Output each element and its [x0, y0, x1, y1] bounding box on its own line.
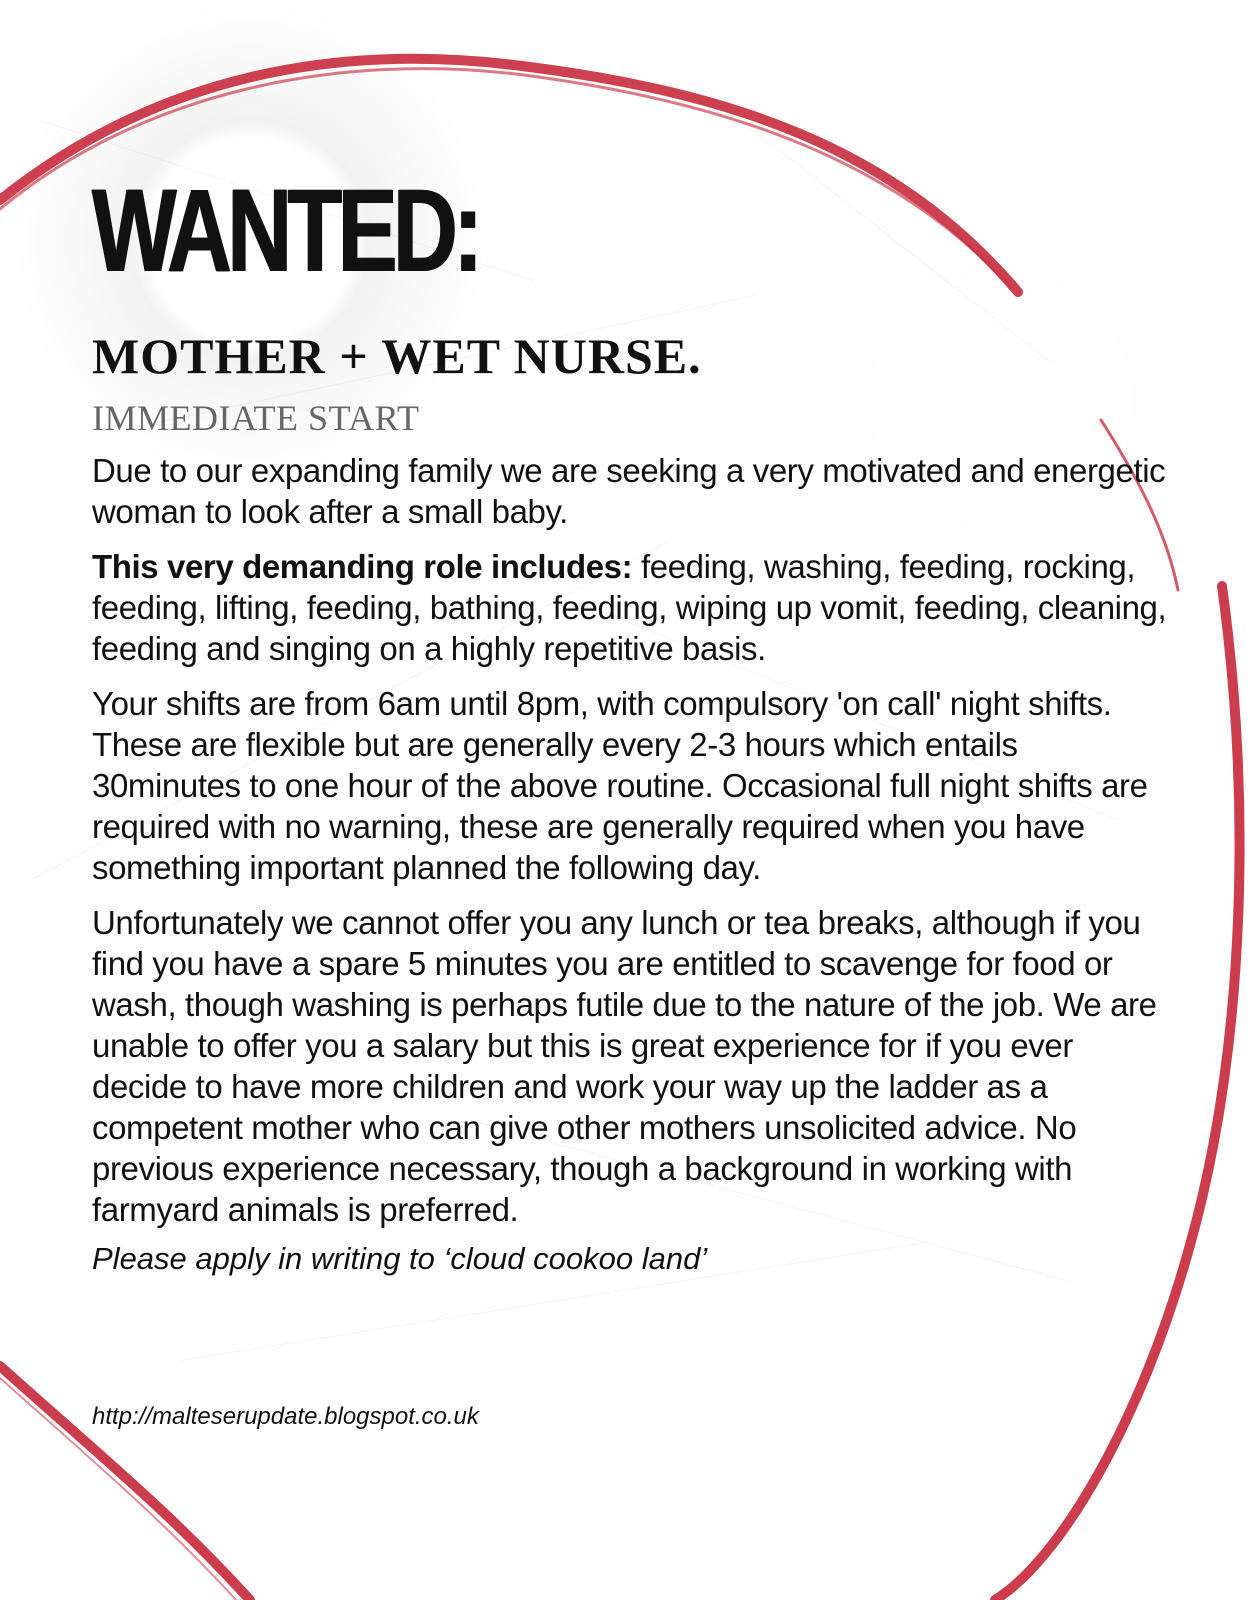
role-label: This very demanding role includes: [92, 548, 633, 585]
job-advertisement [92, 165, 1172, 1278]
wanted-title: WANTED: [92, 165, 479, 297]
application-instruction: Please apply in writing to ‘cloud cookoo land’ [92, 1241, 708, 1276]
shifts-paragraph: Your shifts are from 6am until 8pm, with compulsory 'on call' night shifts. These are flexible but are generally every 2-3 hours which entails 30minutes to one hour of the above routine. Occasional full night shifts are required with no warning, these are generally required when you have something important planned the following day. [92, 685, 1148, 886]
intro-paragraph: Due to our expanding family we are seeking a very motivated and energetic woman to look after a small baby. [92, 452, 1166, 530]
job-subtitle: MOTHER + WET NURSE. [92, 328, 702, 384]
immediate-start-label: IMMEDIATE START [92, 398, 420, 438]
role-duties-text: feeding, washing, feeding, rocking, feeding, lifting, feeding, bathing, feeding, wiping up vomit, feeding, cleaning, feeding and singing on a highly repetitive basis. [92, 548, 1167, 667]
role-paragraph [92, 546, 1172, 669]
blog-url: http://malteserupdate.blogspot.co.uk [92, 1403, 479, 1430]
breaks-paragraph: Unfortunately we cannot offer you any lunch or tea breaks, although if you find you have a spare 5 minutes you are entitled to scavenge for food or wash, though washing is perhaps futile due to the nature of the job. We are unable to offer you a salary but this is great experience for if you ever decide to have more children and work your way up the ladder as a competent mother who can give other mothers unsolicited advice. No previous experience necessary, though a background in working with farmyard animals is preferred. [92, 904, 1157, 1228]
